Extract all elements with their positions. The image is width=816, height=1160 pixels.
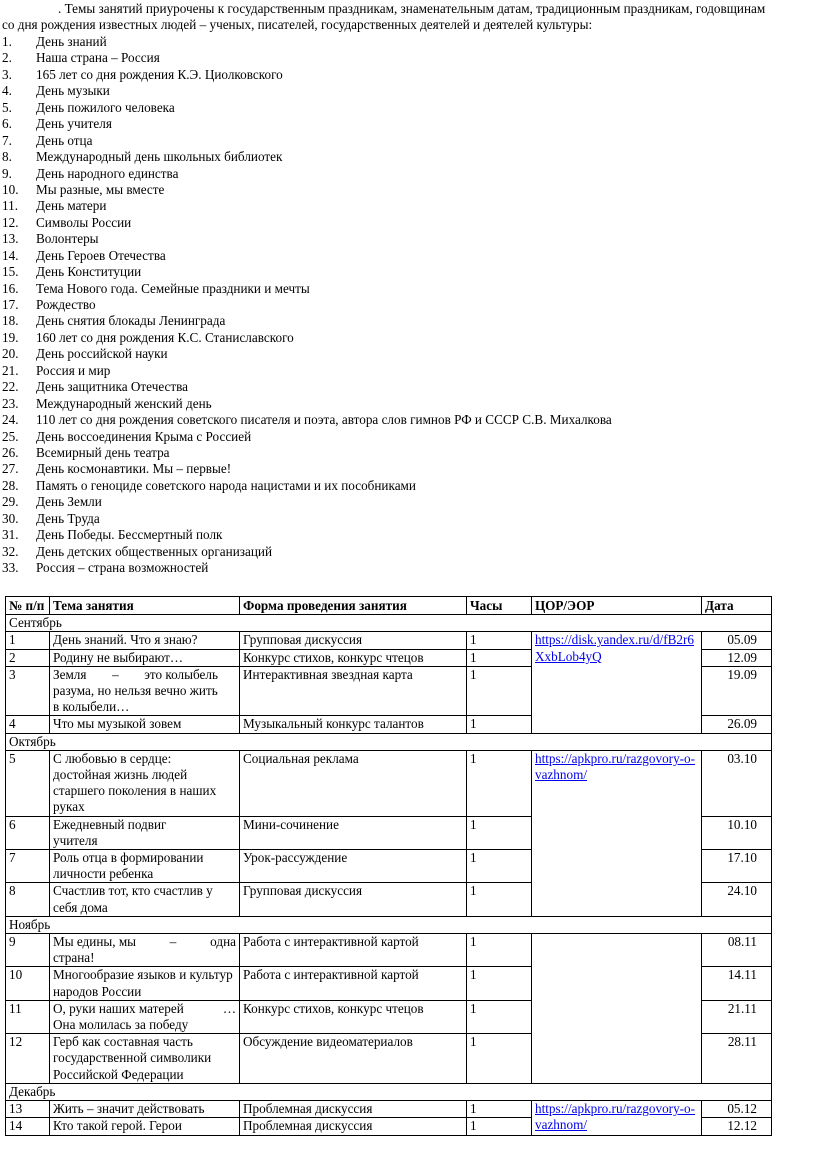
- row-topic: С любовью в сердце: достойная жизнь людей старшего поколения в наших руках: [50, 750, 240, 816]
- list-item: [2, 544, 612, 560]
- resource-cell: [532, 1101, 702, 1135]
- row-topic-part: Мы едины, мы: [53, 934, 137, 950]
- month-october: Октябрь: [6, 733, 772, 750]
- row-num: 2: [6, 649, 50, 666]
- row-topic: [50, 934, 240, 967]
- list-item: [2, 379, 612, 395]
- row-topic: [50, 1000, 240, 1033]
- month-row: [6, 615, 772, 632]
- table-row: [6, 1101, 772, 1118]
- list-item: [2, 198, 612, 214]
- row-num: 3: [6, 666, 50, 716]
- list-item-number: 7.: [2, 132, 12, 148]
- row-topic-part: одна: [210, 934, 236, 950]
- row-hours: 1: [467, 750, 532, 816]
- row-date: 14.11: [702, 967, 772, 1000]
- list-item-text: День Героев Отечества: [36, 247, 166, 263]
- row-topic: Жить – значит действовать: [50, 1101, 240, 1118]
- row-date: 12.12: [702, 1118, 772, 1135]
- list-item: [2, 34, 612, 50]
- list-item-number: 10.: [2, 181, 19, 197]
- list-item: [2, 83, 612, 99]
- table-row: [6, 934, 772, 967]
- row-form: Музыкальный конкурс талантов: [240, 716, 467, 733]
- list-item-text: День Земли: [36, 494, 102, 510]
- row-hours: 1: [467, 850, 532, 883]
- row-date: 24.10: [702, 883, 772, 916]
- row-date: 17.10: [702, 850, 772, 883]
- list-item-number: 31.: [2, 527, 19, 543]
- list-item-number: 17.: [2, 297, 19, 312]
- row-date: 21.11: [702, 1000, 772, 1033]
- row-num: 6: [6, 816, 50, 849]
- resource-cell: [532, 934, 702, 1084]
- resource-cell: [532, 750, 702, 916]
- row-hours: 1: [467, 649, 532, 666]
- lesson-plan-table: [5, 596, 772, 1136]
- row-topic-rest: Она молилась за победу: [53, 1017, 189, 1033]
- list-item-text: День воссоединения Крыма с Россией: [36, 428, 252, 444]
- header-form: Форма проведения занятия: [240, 597, 467, 615]
- list-item: [2, 527, 612, 543]
- list-item: [2, 166, 612, 182]
- list-item: [2, 313, 612, 329]
- row-date: 12.09: [702, 649, 772, 666]
- row-topic: [50, 666, 240, 716]
- list-item-text: День снятия блокады Ленинграда: [36, 313, 226, 329]
- row-num: 8: [6, 883, 50, 916]
- row-date: 05.09: [702, 632, 772, 649]
- list-item-text: Мы разные, мы вместе: [36, 181, 165, 197]
- list-item-number: 8.: [2, 149, 12, 165]
- list-item-number: 21.: [2, 362, 19, 378]
- row-date: 08.11: [702, 934, 772, 967]
- row-topic-rest: страна!: [53, 950, 95, 966]
- row-num: 7: [6, 850, 50, 883]
- list-item-text: Тема Нового года. Семейные праздники и мечты: [36, 280, 310, 296]
- list-item: [2, 182, 612, 198]
- list-item-number: 15.: [2, 264, 19, 280]
- list-item-number: 4.: [2, 83, 12, 99]
- row-date: 05.12: [702, 1101, 772, 1118]
- row-num: 9: [6, 934, 50, 967]
- list-item: [2, 429, 612, 445]
- row-num: 11: [6, 1000, 50, 1033]
- list-item: [2, 116, 612, 132]
- row-num: 14: [6, 1118, 50, 1135]
- list-item-number: 20.: [2, 346, 19, 362]
- row-topic-first-line: [53, 934, 236, 950]
- list-item: [2, 67, 612, 83]
- row-form: Проблемная дискуссия: [240, 1118, 467, 1135]
- row-form: Проблемная дискуссия: [240, 1101, 467, 1118]
- list-item-text: 110 лет со дня рождения советского писателя и поэта, автора слов гимнов РФ и СССР С.В. Михалкова: [36, 412, 612, 428]
- resource-link[interactable]: https://disk.yandex.ru/d/fB2r6XxbLob4yQ: [535, 632, 694, 664]
- row-topic: Ежедневный подвиг учителя: [50, 816, 240, 849]
- row-hours: 1: [467, 1034, 532, 1084]
- list-item-text: День российской науки: [36, 346, 168, 362]
- list-item-number: 19.: [2, 329, 19, 345]
- row-topic-first-line: [53, 1001, 236, 1017]
- list-item-text: Международный женский день: [36, 395, 212, 411]
- row-topic: Счастлив тот, кто счастлив у себя дома: [50, 883, 240, 916]
- row-form: Обсуждение видеоматериалов: [240, 1034, 467, 1084]
- list-item-text: День отца: [36, 132, 93, 148]
- row-topic: Многообразие языков и культур народов России: [50, 967, 240, 1000]
- row-form: Групповая дискуссия: [240, 632, 467, 649]
- list-item-text: День Труда: [36, 510, 100, 526]
- list-item: [2, 346, 612, 362]
- list-item-text: Память о геноциде советского народа нацистами и их пособниками: [36, 477, 416, 493]
- row-topic-part: –: [169, 934, 177, 950]
- row-topic-first-line: [53, 667, 236, 683]
- list-item-text: День учителя: [36, 116, 112, 132]
- list-item-number: 24.: [2, 412, 19, 428]
- list-item-number: 27.: [2, 461, 19, 477]
- list-item-text: День пожилого человека: [36, 99, 175, 115]
- row-hours: 1: [467, 883, 532, 916]
- list-item-number: 28.: [2, 477, 19, 493]
- header-topic: Тема занятия: [50, 597, 240, 615]
- list-item-text: Рождество: [36, 297, 96, 312]
- list-item-text: День знаний: [36, 34, 107, 49]
- list-item: [2, 264, 612, 280]
- resource-link[interactable]: https://apkpro.ru/razgovory-o-vazhnom/: [535, 1101, 696, 1133]
- row-form: Социальная реклама: [240, 750, 467, 816]
- header-resource: ЦОР/ЭОР: [532, 597, 702, 615]
- row-topic: Роль отца в формировании личности ребенка: [50, 850, 240, 883]
- list-item: [2, 133, 612, 149]
- row-hours: 1: [467, 1118, 532, 1135]
- list-item: [2, 330, 612, 346]
- row-num: 10: [6, 967, 50, 1000]
- list-item-number: 22.: [2, 379, 19, 395]
- list-item-number: 23.: [2, 395, 19, 411]
- header-date: Дата: [702, 597, 772, 615]
- month-row: [6, 916, 772, 933]
- row-form: Конкурс стихов, конкурс чтецов: [240, 649, 467, 666]
- row-date: 19.09: [702, 666, 772, 716]
- row-topic-part: это колыбель: [144, 666, 218, 682]
- list-item-number: 18.: [2, 313, 19, 329]
- list-item-text: День народного единства: [36, 165, 179, 181]
- list-item-number: 9.: [2, 165, 12, 181]
- list-item-number: 33.: [2, 560, 19, 575]
- row-topic-part: –: [112, 666, 119, 682]
- list-item-text: Символы России: [36, 214, 132, 230]
- list-item-text: 165 лет со дня рождения К.Э. Циолковского: [36, 66, 283, 82]
- row-topic-part: О, руки наших матерей: [53, 1000, 184, 1016]
- month-november: Ноябрь: [6, 916, 772, 933]
- row-num: 13: [6, 1101, 50, 1118]
- row-topic-part: …: [222, 1000, 236, 1016]
- list-item: [2, 511, 612, 527]
- row-topic-rest: разума, но нельзя вечно жить в колыбели…: [53, 683, 218, 715]
- list-item: [2, 560, 612, 576]
- list-item-text: Наша страна – Россия: [36, 50, 160, 66]
- list-item: [2, 494, 612, 510]
- list-item-number: 14.: [2, 247, 19, 263]
- list-item-number: 11.: [2, 198, 18, 214]
- list-item-text: День защитника Отечества: [36, 379, 189, 395]
- month-december: Декабрь: [6, 1083, 772, 1100]
- row-topic: Кто такой герой. Герои: [50, 1118, 240, 1135]
- row-hours: 1: [467, 666, 532, 716]
- list-item: [2, 461, 612, 477]
- month-row: [6, 733, 772, 750]
- row-hours: 1: [467, 934, 532, 967]
- table-header-row: [6, 597, 772, 615]
- row-hours: 1: [467, 816, 532, 849]
- row-topic: День знаний. Что я знаю?: [50, 632, 240, 649]
- row-hours: 1: [467, 967, 532, 1000]
- month-september: Сентябрь: [6, 615, 772, 632]
- list-item-text: Россия и мир: [36, 362, 111, 378]
- row-topic: Что мы музыкой зовем: [50, 716, 240, 733]
- list-item: [2, 231, 612, 247]
- list-item-text: 160 лет со дня рождения К.С. Станиславского: [36, 329, 294, 345]
- list-item-number: 12.: [2, 214, 19, 230]
- list-item-text: День детских общественных организаций: [36, 543, 272, 559]
- list-item-text: Россия – страна возможностей: [36, 560, 209, 575]
- list-item-number: 16.: [2, 280, 19, 296]
- list-item: [2, 412, 612, 428]
- list-item-text: Волонтеры: [36, 231, 99, 247]
- row-form: Работа с интерактивной картой: [240, 934, 467, 967]
- row-num: 4: [6, 716, 50, 733]
- row-form: Работа с интерактивной картой: [240, 967, 467, 1000]
- list-item-number: 29.: [2, 494, 19, 510]
- intro-line-1: . Темы занятий приурочены к государственным праздникам, знаменательным датам, традиционным праздникам, годовщинам: [58, 1, 766, 16]
- resource-cell: [532, 632, 702, 733]
- row-topic-part: Земля: [53, 666, 87, 682]
- row-num: 5: [6, 750, 50, 816]
- list-item-number: 6.: [2, 116, 12, 132]
- list-item-number: 3.: [2, 66, 12, 82]
- list-item-text: Всемирный день театра: [36, 444, 170, 460]
- row-form: Интерактивная звездная карта: [240, 666, 467, 716]
- row-hours: 1: [467, 632, 532, 649]
- list-item: [2, 297, 612, 313]
- list-item-text: День Победы. Бессмертный полк: [36, 527, 223, 543]
- row-hours: 1: [467, 1000, 532, 1033]
- row-form: Конкурс стихов, конкурс чтецов: [240, 1000, 467, 1033]
- row-topic: Родину не выбирают…: [50, 649, 240, 666]
- list-item-text: День космонавтики. Мы – первые!: [36, 461, 232, 477]
- row-form: Урок-рассуждение: [240, 850, 467, 883]
- row-form: Групповая дискуссия: [240, 883, 467, 916]
- list-item: [2, 478, 612, 494]
- list-item: [2, 50, 612, 66]
- row-form: Мини-сочинение: [240, 816, 467, 849]
- table-row: [6, 632, 772, 649]
- row-date: 03.10: [702, 750, 772, 816]
- resource-link[interactable]: https://apkpro.ru/razgovory-o-vazhnom/: [535, 750, 696, 783]
- table-row: [6, 750, 772, 816]
- list-item-number: 25.: [2, 428, 19, 444]
- list-item-number: 2.: [2, 50, 12, 66]
- list-item: [2, 396, 612, 412]
- month-row: [6, 1083, 772, 1100]
- list-item-number: 5.: [2, 99, 12, 115]
- list-item: [2, 149, 612, 165]
- header-num: № п/п: [6, 597, 50, 615]
- intro-line-2: со дня рождения известных людей – ученых, писателей, государственных деятелей и деятелей культуры:: [2, 17, 593, 33]
- row-date: 28.11: [702, 1034, 772, 1084]
- list-item: [2, 281, 612, 297]
- list-item-text: Международный день школьных библиотек: [36, 149, 283, 165]
- list-item: [2, 100, 612, 116]
- list-item-number: 32.: [2, 543, 19, 559]
- intro-paragraph: [2, 1, 814, 34]
- list-item-number: 13.: [2, 231, 19, 247]
- list-item-number: 1.: [2, 34, 12, 49]
- list-item-text: День Конституции: [36, 264, 142, 280]
- row-topic: Герб как составная часть государственной символики Российской Федерации: [50, 1034, 240, 1084]
- list-item: [2, 215, 612, 231]
- list-item: [2, 445, 612, 461]
- row-num: 1: [6, 632, 50, 649]
- list-item: [2, 248, 612, 264]
- list-item-number: 26.: [2, 444, 19, 460]
- row-num: 12: [6, 1034, 50, 1084]
- topics-list: [2, 34, 612, 576]
- list-item-text: День музыки: [36, 83, 110, 99]
- list-item-text: День матери: [36, 198, 107, 214]
- list-item: [2, 363, 612, 379]
- row-hours: 1: [467, 716, 532, 733]
- header-hours: Часы: [467, 597, 532, 615]
- row-hours: 1: [467, 1101, 532, 1118]
- list-item-number: 30.: [2, 510, 19, 526]
- row-date: 26.09: [702, 716, 772, 733]
- row-date: 10.10: [702, 816, 772, 849]
